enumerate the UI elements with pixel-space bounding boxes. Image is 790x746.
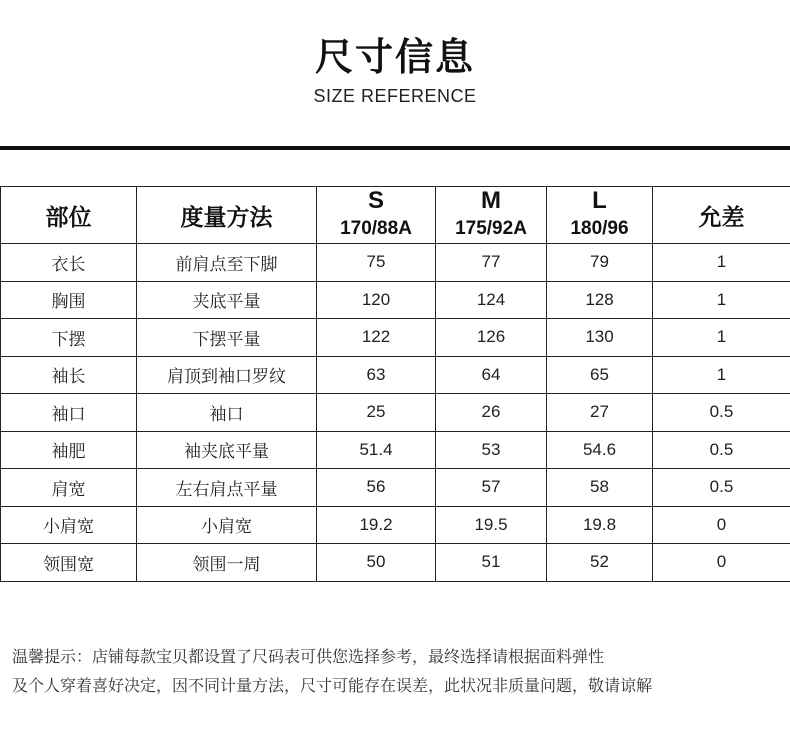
cell-m: 77 (436, 244, 547, 282)
cell-s: 50 (317, 544, 436, 582)
cell-method: 领围一周 (137, 544, 317, 582)
cell-s: 120 (317, 281, 436, 319)
cell-m: 124 (436, 281, 547, 319)
table-row (1, 506, 790, 544)
cell-tolerance: 0.5 (653, 469, 790, 507)
cell-method: 小肩宽 (137, 506, 317, 544)
header-spec-m: 175/92A (436, 215, 547, 244)
cell-l: 27 (547, 394, 653, 432)
cell-s: 75 (317, 244, 436, 282)
header-spec-s: 170/88A (317, 215, 436, 244)
cell-method: 袖夹底平量 (137, 431, 317, 469)
size-table (0, 186, 790, 582)
table-row (1, 356, 790, 394)
cell-s: 51.4 (317, 431, 436, 469)
cell-s: 25 (317, 394, 436, 432)
cell-part: 下摆 (1, 319, 137, 357)
header-tolerance: 允差 (653, 187, 790, 244)
cell-part: 袖肥 (1, 431, 137, 469)
header-size-l: L (547, 187, 653, 216)
cell-tolerance: 1 (653, 356, 790, 394)
table-row (1, 469, 790, 507)
notice-text-line-1: 温馨提示：店铺每款宝贝都设置了尺码表可供您选择参考，最终选择请根据面料弹性 (12, 647, 605, 666)
cell-m: 53 (436, 431, 547, 469)
cell-part: 领围宽 (1, 544, 137, 582)
cell-part: 袖长 (1, 356, 137, 394)
cell-tolerance: 0.5 (653, 431, 790, 469)
cell-part: 胸围 (1, 281, 137, 319)
cell-s: 19.2 (317, 506, 436, 544)
cell-l: 52 (547, 544, 653, 582)
cell-part: 袖口 (1, 394, 137, 432)
page-title: 尺寸信息 (314, 35, 475, 79)
table-row (1, 431, 790, 469)
cell-part: 肩宽 (1, 469, 137, 507)
cell-tolerance: 1 (653, 281, 790, 319)
table-row (1, 394, 790, 432)
cell-s: 56 (317, 469, 436, 507)
cell-s: 63 (317, 356, 436, 394)
cell-m: 51 (436, 544, 547, 582)
cell-method: 袖口 (137, 394, 317, 432)
divider (0, 146, 790, 150)
cell-l: 19.8 (547, 506, 653, 544)
table-row (1, 244, 790, 282)
table-row (1, 281, 790, 319)
page-subtitle: SIZE REFERENCE (313, 86, 477, 106)
header-size-s: S (317, 187, 436, 216)
cell-m: 126 (436, 319, 547, 357)
cell-method: 下摆平量 (137, 319, 317, 357)
cell-m: 64 (436, 356, 547, 394)
cell-l: 79 (547, 244, 653, 282)
cell-tolerance: 1 (653, 319, 790, 357)
cell-tolerance: 0 (653, 544, 790, 582)
cell-l: 130 (547, 319, 653, 357)
header-part: 部位 (1, 187, 137, 244)
table-row (1, 544, 790, 582)
cell-tolerance: 1 (653, 244, 790, 282)
cell-l: 58 (547, 469, 653, 507)
header-size-m: M (436, 187, 547, 216)
notice-text-line-2: 及个人穿着喜好决定，因不同计量方法，尺寸可能存在误差，此状况非质量问题，敬请谅解 (12, 676, 653, 695)
cell-m: 19.5 (436, 506, 547, 544)
cell-l: 128 (547, 281, 653, 319)
cell-part: 衣长 (1, 244, 137, 282)
header-method: 度量方法 (137, 187, 317, 244)
cell-m: 57 (436, 469, 547, 507)
cell-m: 26 (436, 394, 547, 432)
header-spec-l: 180/96 (547, 215, 653, 244)
cell-l: 54.6 (547, 431, 653, 469)
cell-tolerance: 0 (653, 506, 790, 544)
cell-l: 65 (547, 356, 653, 394)
cell-method: 左右肩点平量 (137, 469, 317, 507)
cell-part: 小肩宽 (1, 506, 137, 544)
cell-s: 122 (317, 319, 436, 357)
cell-method: 前肩点至下脚 (137, 244, 317, 282)
table-row (1, 319, 790, 357)
cell-tolerance: 0.5 (653, 394, 790, 432)
cell-method: 肩顶到袖口罗纹 (137, 356, 317, 394)
cell-method: 夹底平量 (137, 281, 317, 319)
table-header-row (1, 187, 790, 216)
